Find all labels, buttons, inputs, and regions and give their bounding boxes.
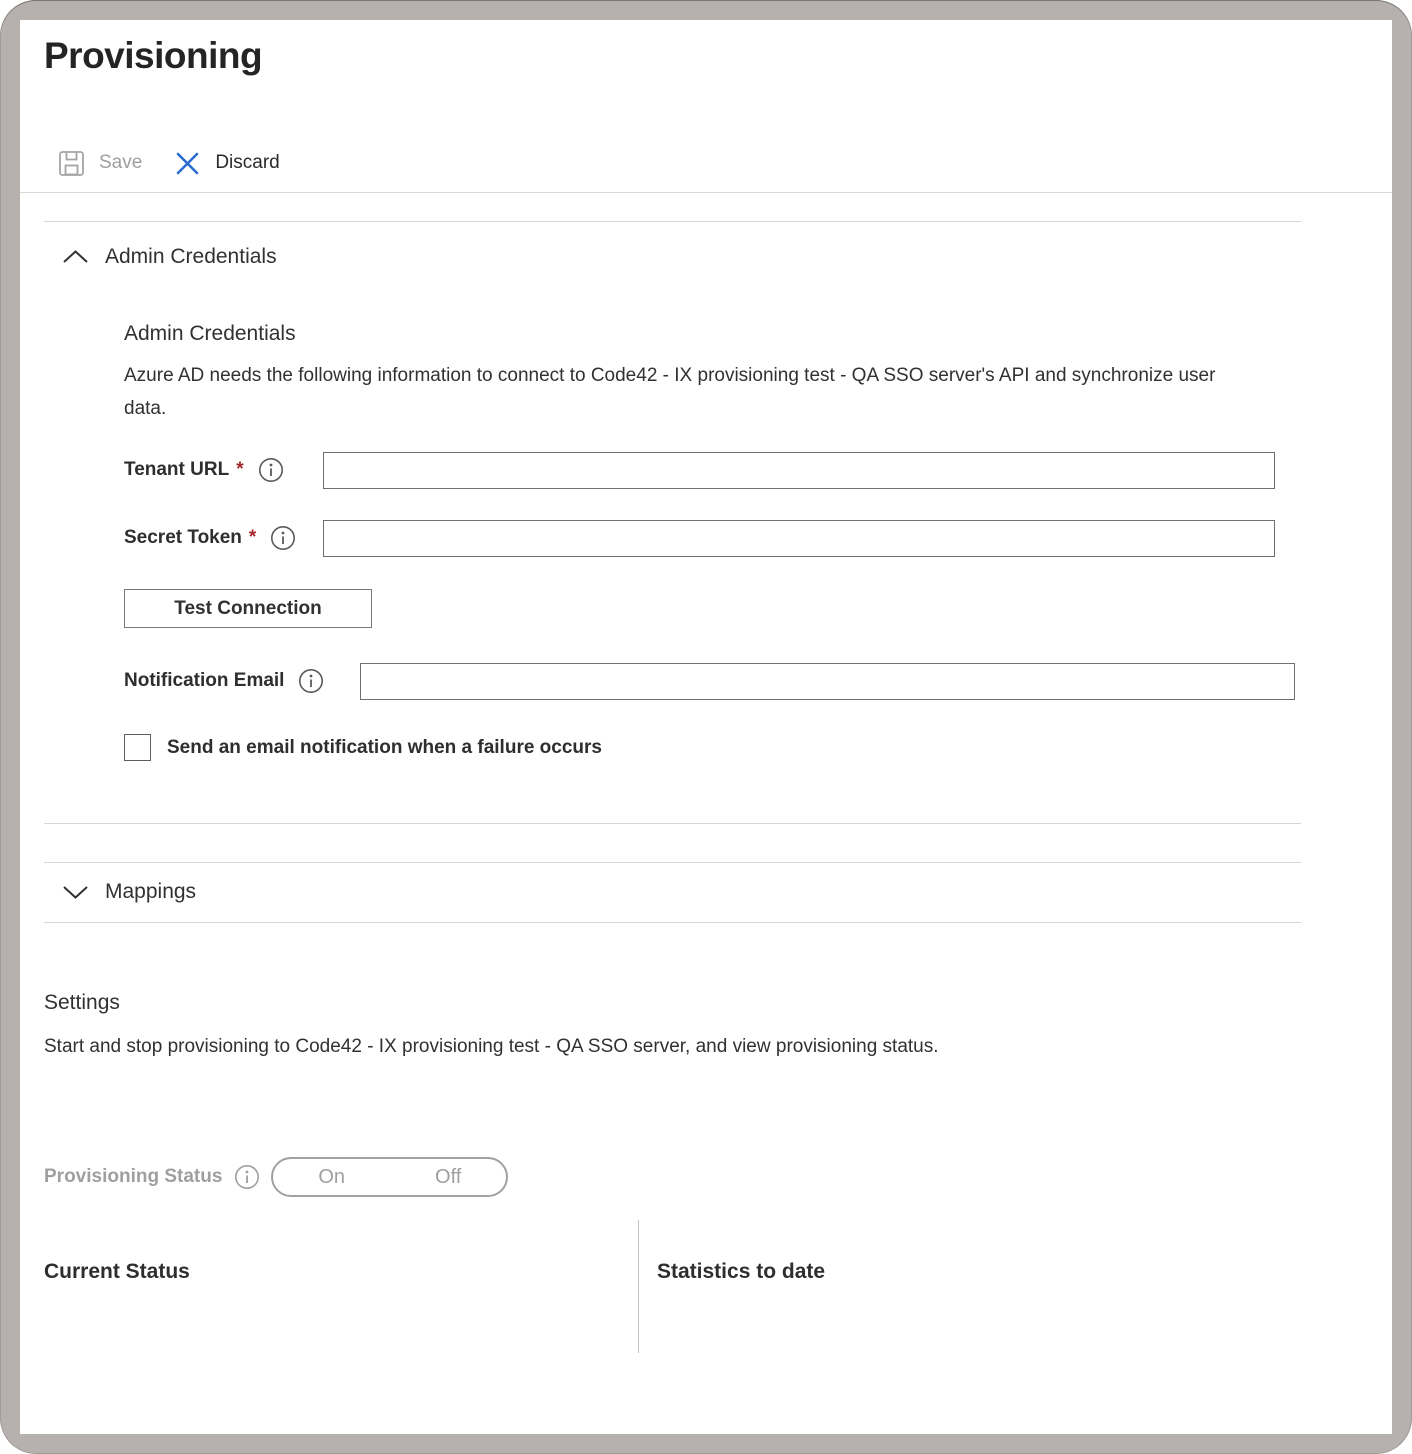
info-icon[interactable] [258,457,284,483]
admin-section-top-divider [44,221,1301,222]
notification-email-input[interactable] [360,663,1295,700]
mappings-section-header[interactable] [62,877,1392,907]
provisioning-status-toggle[interactable] [271,1157,508,1197]
tenant-url-label: Tenant URL [124,459,230,480]
mappings-section-top-divider [44,862,1301,863]
required-asterisk: * [248,527,257,548]
toggle-off-option[interactable]: Off [435,1165,462,1188]
info-icon[interactable] [298,668,324,694]
admin-section-bottom-divider [44,823,1301,824]
statistics-heading: Statistics to date [657,1260,826,1283]
save-floppy-icon [58,150,85,177]
settings-heading: Settings [44,991,120,1014]
toolbar-divider [20,192,1392,193]
mappings-section-bottom-divider [44,922,1301,923]
tenant-url-label-group [124,457,323,483]
secret-token-label: Secret Token [124,527,242,548]
secret-token-row [124,519,1392,557]
settings-description: Start and stop provisioning to Code42 - IX provisioning test - QA SSO server, and view provisioning status. [44,1036,939,1057]
chevron-down-icon [62,884,89,900]
tenant-url-row [124,451,1392,489]
toggle-on-option[interactable]: On [318,1165,346,1188]
provisioning-page [20,20,1392,1434]
chevron-up-icon [62,249,89,265]
mappings-section-header-label: Mappings [105,880,197,903]
required-asterisk: * [236,459,244,480]
admin-credentials-description: Azure AD needs the following information to connect to Code42 - IX provisioning test - QA SSO server's API and synchronize user data. [124,365,1216,419]
current-status-heading: Current Status [44,1260,190,1283]
save-label: Save [99,152,143,173]
secret-token-input[interactable] [323,520,1275,557]
page-title: Provisioning [44,35,263,76]
admin-credentials-section-header[interactable] [62,242,1392,272]
status-columns [44,1220,1392,1353]
info-icon[interactable] [234,1164,260,1190]
discard-button[interactable] [174,150,279,177]
statistics-column [639,1220,825,1353]
provisioning-status-row [44,1157,1392,1197]
notification-email-label-group [124,668,360,694]
secret-token-label-group [124,525,323,551]
notification-email-label: Notification Email [124,670,285,691]
discard-label: Discard [215,152,280,173]
admin-credentials-heading: Admin Credentials [124,322,296,345]
notification-email-row [124,662,1392,700]
info-icon[interactable] [270,525,296,551]
failure-notification-checkbox-label: Send an email notification when a failure occurs [167,736,602,758]
failure-notification-checkbox-row [124,734,1392,761]
tenant-url-input[interactable] [323,452,1275,489]
save-button[interactable] [58,150,142,177]
test-connection-button[interactable]: Test Connection [124,589,372,628]
current-status-column [44,1220,638,1353]
admin-section-header-label: Admin Credentials [105,245,277,268]
failure-notification-checkbox[interactable] [124,734,151,761]
command-bar [58,146,1392,180]
provisioning-status-label: Provisioning Status [44,1166,223,1187]
discard-x-icon [174,150,201,177]
admin-credentials-body [124,320,1392,761]
settings-block [44,989,1392,1061]
